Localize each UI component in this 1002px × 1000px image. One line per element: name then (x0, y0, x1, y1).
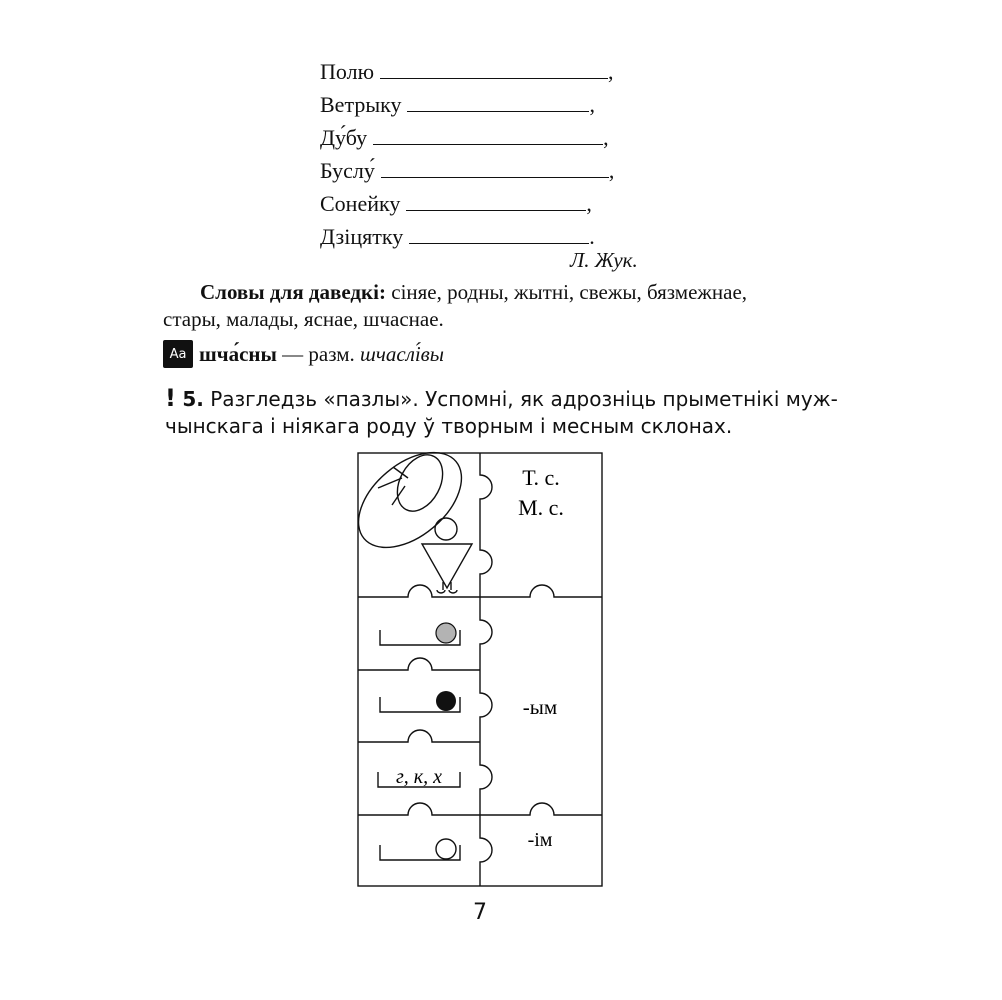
poem-author: Л. Жук. (570, 248, 638, 272)
important-mark: ! (165, 384, 176, 412)
punctuation: , (608, 158, 615, 183)
punctuation: , (603, 125, 609, 150)
punctuation: , (608, 59, 614, 84)
dictionary-synonym: шчаслі́вы (360, 341, 445, 366)
plate-ellipse-inner (388, 447, 451, 519)
dictionary-note-label: разм. (308, 341, 355, 366)
punctuation: . (589, 224, 595, 249)
poem-word: Ветрыку (320, 92, 402, 117)
punctuation: , (589, 92, 595, 117)
plate-line (392, 486, 405, 505)
task-text: Разгледзь «пазлы». Успомні, як адрозніць прыметнікі муж- (210, 387, 838, 411)
case-ms-label: М. с. (518, 495, 564, 520)
reference-label: Словы для даведкі: (200, 280, 386, 304)
white-dot (436, 839, 456, 859)
ending-ym: -ым (522, 695, 558, 719)
punctuation: , (586, 191, 592, 216)
poem-word: Полю (320, 59, 375, 84)
puzzle-vertical-divider (480, 453, 492, 886)
figure-head (435, 518, 457, 540)
task-number: 5. (182, 387, 204, 411)
puzzle-left-divider-4 (358, 803, 480, 815)
puzzle-left-divider-2 (358, 658, 480, 670)
figure-body (422, 544, 472, 588)
puzzle-right-divider-2 (480, 803, 602, 815)
puzzle-right-divider-1 (480, 585, 602, 597)
reference-words: сіняе, родны, жытні, свежы, бязмежнае, (391, 280, 748, 304)
figure-feet (437, 590, 457, 593)
poem-word: Дзіцятку (320, 224, 404, 249)
poem-word: Буслу́ (320, 158, 375, 183)
black-dot (436, 691, 456, 711)
task-line-2: чынскага і ніякага роду ў творным і месным склонах. (165, 414, 733, 438)
poem-word: Сонейку (320, 191, 401, 216)
puzzle-left-divider-1 (358, 585, 480, 597)
dictionary-icon: Aa (163, 340, 193, 368)
case-ts-label: Т. с. (522, 465, 560, 490)
page-number: 7 (473, 900, 487, 925)
consonant-letters: г, к, х (395, 766, 443, 788)
gray-dot (436, 623, 456, 643)
dictionary-word: шча́сны (199, 341, 277, 366)
dictionary-dash: — (282, 341, 304, 366)
poem-word: Ду́бу (320, 125, 368, 150)
reference-line-2: стары, малады, яснае, шчаснае. (163, 307, 444, 331)
ending-im: -ім (527, 829, 553, 851)
puzzle-left-divider-3 (358, 730, 480, 742)
